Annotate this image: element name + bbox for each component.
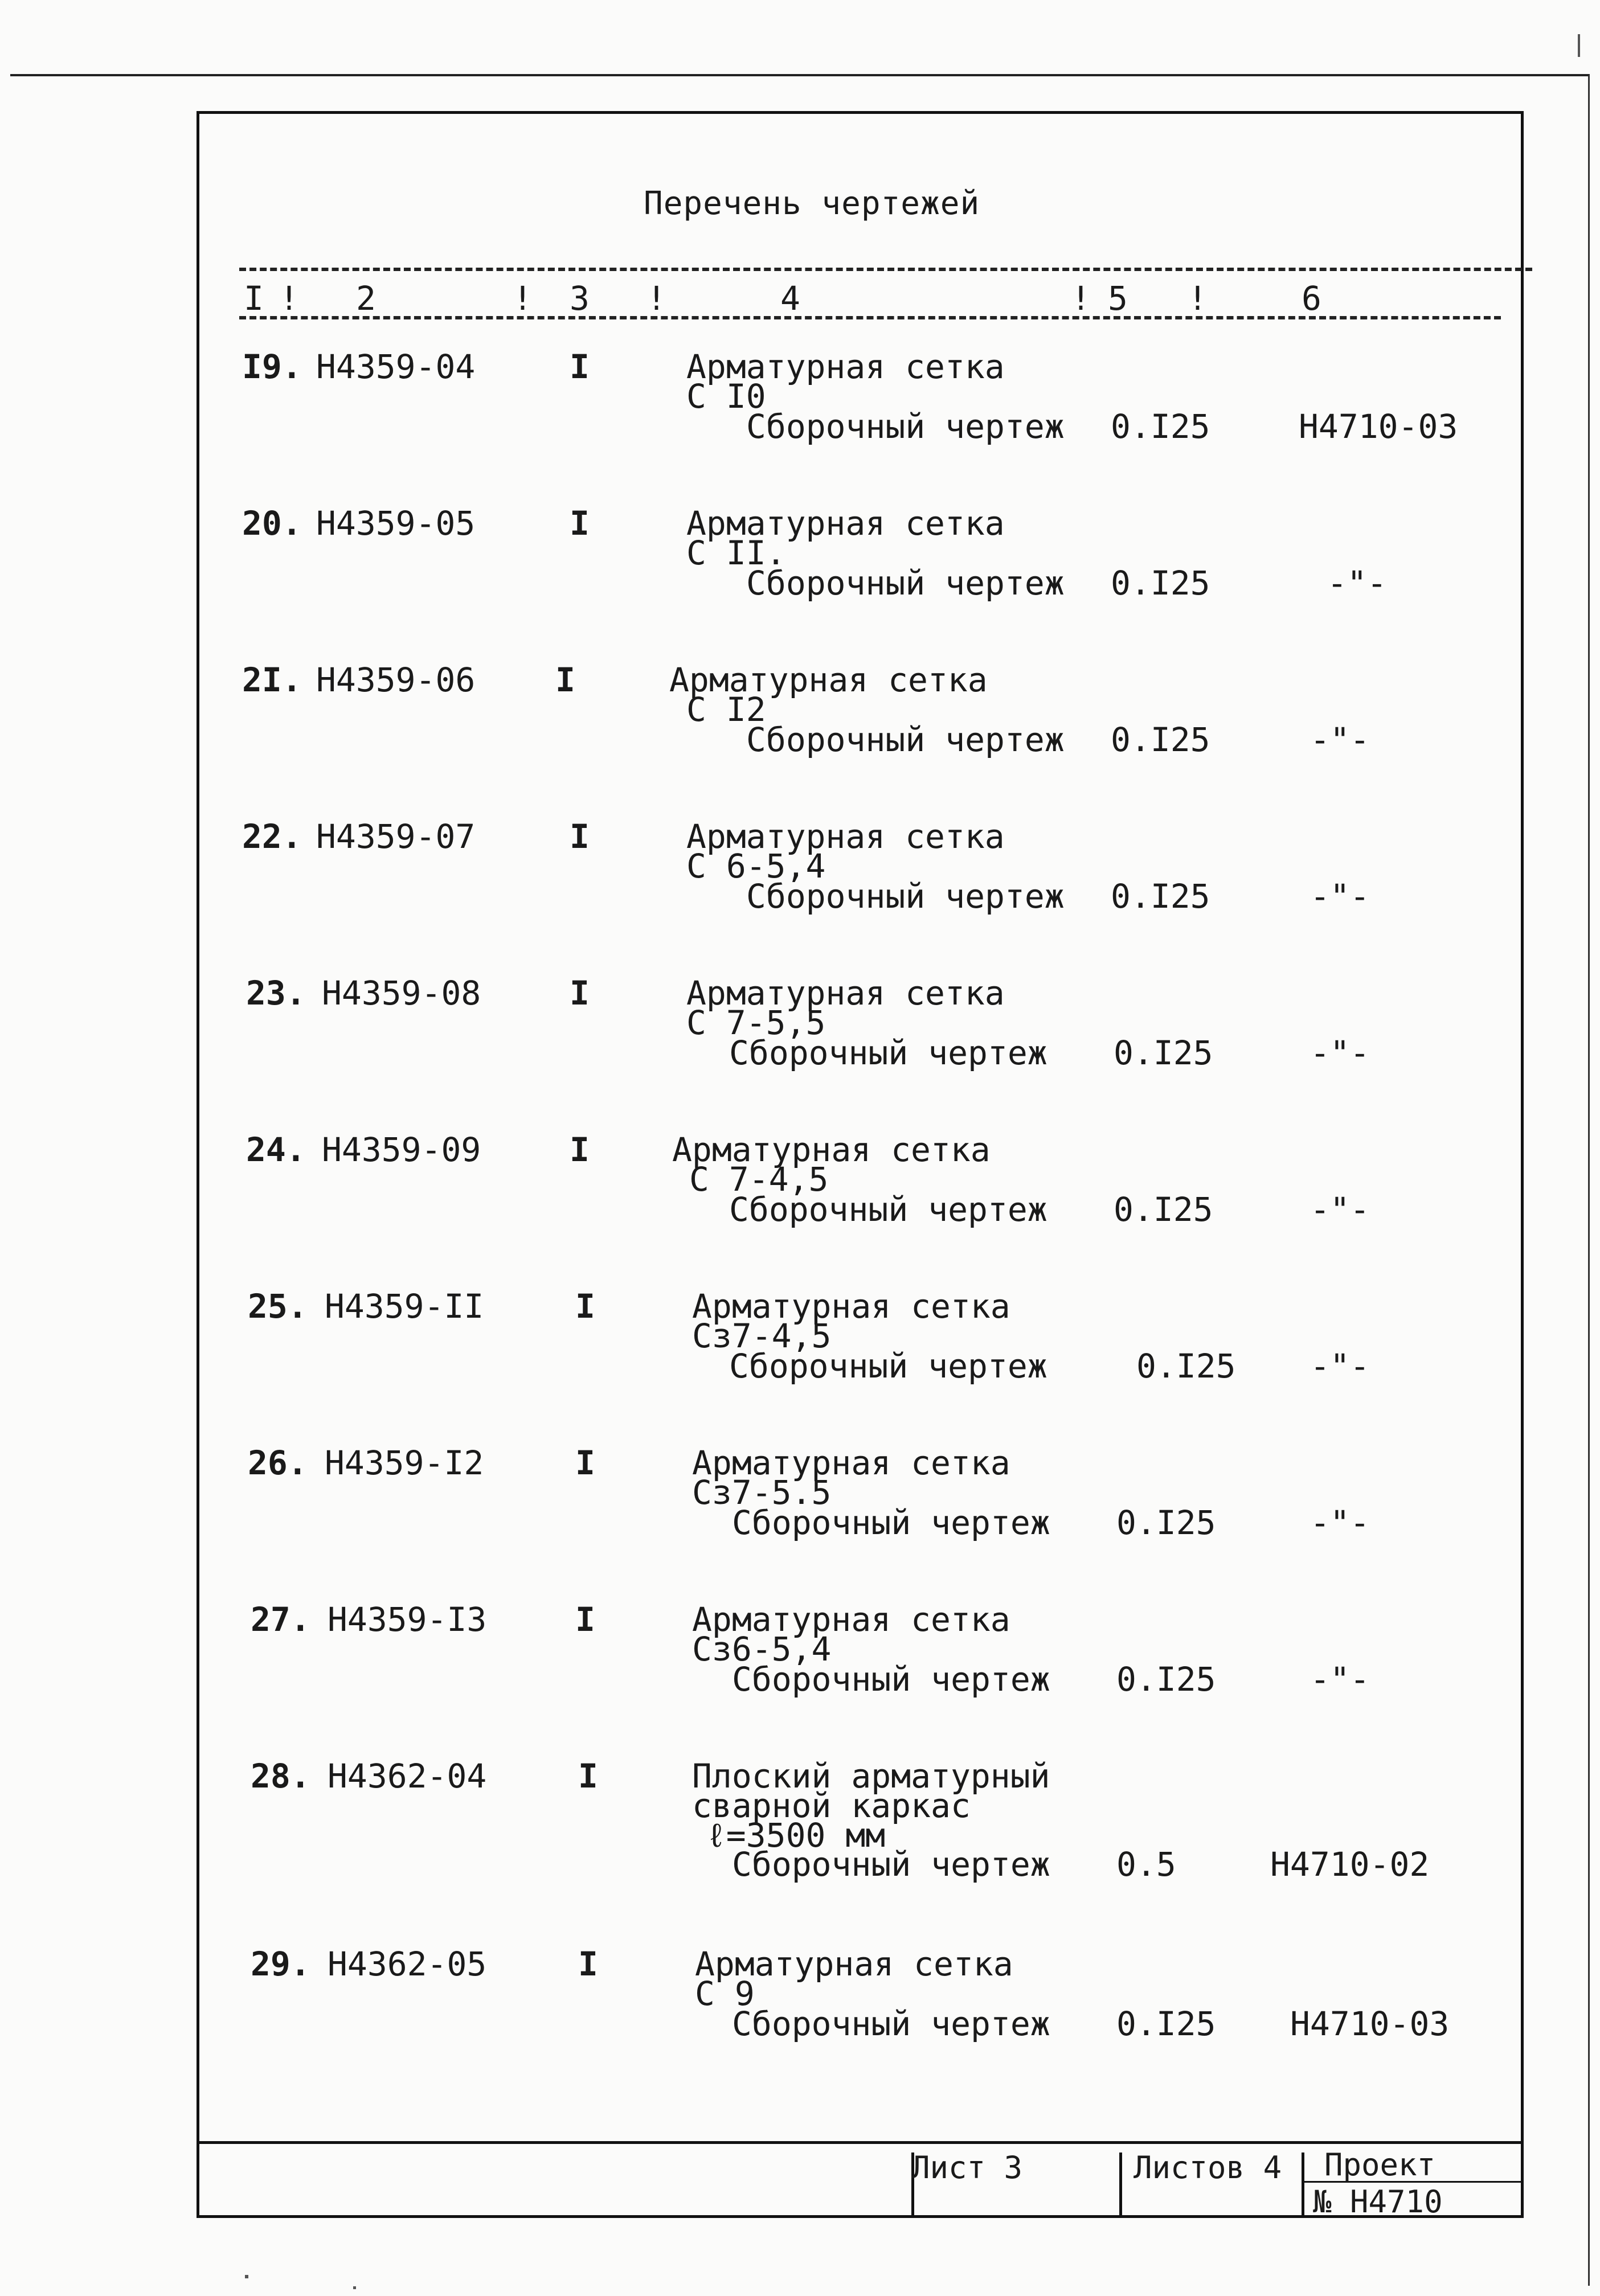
reference-code: Н4710-03 — [1290, 2004, 1450, 2043]
drawing-code: Н4359-09 — [322, 1130, 481, 1169]
table-row — [0, 1130, 1600, 1278]
row-number: I9. — [242, 347, 302, 386]
scan-speck — [353, 2286, 356, 2289]
item-mark: С I2 — [686, 690, 766, 729]
table-row — [0, 347, 1600, 495]
row-number: 22. — [242, 817, 302, 856]
stamp-divider — [1302, 2152, 1304, 2218]
drawing-code: Н4362-05 — [328, 1945, 487, 1983]
sheet-count: I — [575, 1444, 595, 1482]
item-name: Арматурная сетка — [686, 347, 1005, 386]
row-number: 28. — [251, 1757, 310, 1795]
reference-code: -"- — [1310, 1034, 1370, 1072]
drawing-code: Н4359-I2 — [325, 1444, 484, 1482]
scale-value: 0.I25 — [1111, 720, 1210, 759]
column-header: 3 — [570, 279, 591, 318]
item-name: Арматурная сетка — [692, 1444, 1010, 1482]
column-separator: ! — [279, 279, 300, 318]
sheet-count: I — [575, 1600, 595, 1639]
scale-value: 0.I25 — [1136, 1347, 1236, 1385]
scale-value: 0.5 — [1116, 1845, 1176, 1884]
document-type: Сборочный чертеж — [729, 1034, 1047, 1072]
page-title: Перечень чертежей — [644, 185, 980, 222]
item-name: Арматурная сетка — [669, 661, 988, 699]
scale-value: 0.I25 — [1111, 407, 1210, 446]
row-number: 27. — [251, 1600, 310, 1639]
row-number: 2I. — [242, 661, 302, 699]
item-mark: С 6-5,4 — [686, 847, 826, 885]
document-type: Сборочный чертеж — [729, 1190, 1047, 1229]
sheet-count: I — [570, 817, 590, 856]
document-type: Сборочный чертеж — [729, 1347, 1047, 1385]
drawing-code: Н4359-08 — [322, 974, 481, 1012]
drawing-code: Н4359-05 — [316, 504, 476, 543]
reference-code: -"- — [1310, 720, 1370, 759]
sheet-count: I — [570, 1130, 590, 1169]
item-name: Арматурная сетка — [692, 1600, 1010, 1639]
column-separator: ! — [1071, 279, 1092, 318]
table-row — [0, 1757, 1600, 1905]
table-row — [0, 817, 1600, 965]
scale-value: 0.I25 — [1111, 877, 1210, 916]
item-mark: сварной каркас — [692, 1786, 971, 1825]
item-name: Арматурная сетка — [692, 1287, 1010, 1326]
document-type: Сборочный чертеж — [732, 2004, 1050, 2043]
item-mark: Сз7-5.5 — [692, 1473, 832, 1512]
item-mark: С I0 — [686, 377, 766, 416]
scan-speck — [245, 2275, 248, 2278]
sheet-number: Лист 3 — [911, 2150, 1023, 2186]
column-header: I — [244, 279, 265, 318]
document-type: Сборочный чертеж — [732, 1660, 1050, 1699]
table-row — [0, 1600, 1600, 1748]
reference-code: -"- — [1310, 1503, 1370, 1542]
header-top-rule — [239, 268, 1532, 271]
item-name: Арматурная сетка — [672, 1130, 991, 1169]
document-type: Сборочный чертеж — [732, 1503, 1050, 1542]
item-name: Арматурная сетка — [686, 504, 1005, 543]
item-length: ℓ=3500 мм — [706, 1816, 886, 1855]
item-name: Арматурная сетка — [695, 1945, 1013, 1983]
scale-value: 0.I25 — [1114, 1190, 1213, 1229]
scale-value: 0.I25 — [1116, 1503, 1216, 1542]
sheet-count: I — [570, 504, 590, 543]
sheet-total: Листов 4 — [1133, 2150, 1282, 2186]
drawing-code: Н4359-06 — [316, 661, 476, 699]
reference-code: -"- — [1310, 877, 1370, 916]
scale-value: 0.I25 — [1116, 2004, 1216, 2043]
stamp-top-rule — [197, 2141, 1524, 2144]
reference-code: Н4710-03 — [1299, 407, 1458, 446]
scale-value: 0.I25 — [1111, 564, 1210, 602]
row-number: 25. — [248, 1287, 308, 1326]
table-row — [0, 974, 1600, 1122]
scale-value: 0.I25 — [1114, 1034, 1213, 1072]
item-mark: Сз7-4,5 — [692, 1317, 832, 1355]
column-header: 6 — [1302, 279, 1323, 318]
sheet-count: I — [570, 974, 590, 1012]
item-name: Плоский арматурный — [692, 1757, 1050, 1795]
reference-code: -"- — [1310, 1660, 1370, 1699]
column-separator: ! — [646, 279, 668, 318]
document-type: Сборочный чертеж — [746, 407, 1065, 446]
row-number: 20. — [242, 504, 302, 543]
drawing-code: Н4359-I3 — [328, 1600, 487, 1639]
table-row — [0, 1945, 1600, 2093]
document-type: Сборочный чертеж — [746, 564, 1065, 602]
row-number: 24. — [246, 1130, 306, 1169]
drawing-code: Н4359-II — [325, 1287, 484, 1326]
row-number: 29. — [251, 1945, 310, 1983]
project-number: № Н4710 — [1313, 2184, 1443, 2220]
item-mark: С 7-5,5 — [686, 1003, 826, 1042]
reference-code: -"- — [1310, 1190, 1370, 1229]
drawing-code: Н4359-04 — [316, 347, 476, 386]
column-header: 2 — [356, 279, 377, 318]
drawing-code: Н4362-04 — [328, 1757, 487, 1795]
reference-code: -"- — [1327, 564, 1387, 602]
project-label: Проект — [1324, 2147, 1436, 2183]
item-mark: С 9 — [695, 1974, 755, 2013]
sheet-count: I — [578, 1757, 598, 1795]
table-row — [0, 1287, 1600, 1435]
sheet-count: I — [555, 661, 575, 699]
column-header: 4 — [780, 279, 801, 318]
column-header: 5 — [1108, 279, 1129, 318]
sheet-count: I — [578, 1945, 598, 1983]
reference-code: Н4710-02 — [1270, 1845, 1430, 1884]
document-type: Сборочный чертеж — [732, 1845, 1050, 1884]
document-type: Сборочный чертеж — [746, 720, 1065, 759]
sheet-count: I — [575, 1287, 595, 1326]
scan-speck — [1578, 34, 1580, 57]
table-row — [0, 504, 1600, 652]
column-separator: ! — [1188, 279, 1209, 318]
item-mark: С II. — [686, 534, 786, 572]
item-mark: С 7-4,5 — [689, 1160, 829, 1199]
row-number: 23. — [246, 974, 306, 1012]
reference-code: -"- — [1310, 1347, 1370, 1385]
item-name: Арматурная сетка — [686, 974, 1005, 1012]
table-row — [0, 661, 1600, 809]
scale-value: 0.I25 — [1116, 1660, 1216, 1699]
stamp-divider — [1119, 2152, 1122, 2218]
item-name: Арматурная сетка — [686, 817, 1005, 856]
sheet-count: I — [570, 347, 590, 386]
column-separator: ! — [513, 279, 534, 318]
item-mark: Сз6-5,4 — [692, 1630, 832, 1668]
table-row — [0, 1444, 1600, 1592]
drawing-code: Н4359-07 — [316, 817, 476, 856]
row-number: 26. — [248, 1444, 308, 1482]
document-type: Сборочный чертеж — [746, 877, 1065, 916]
